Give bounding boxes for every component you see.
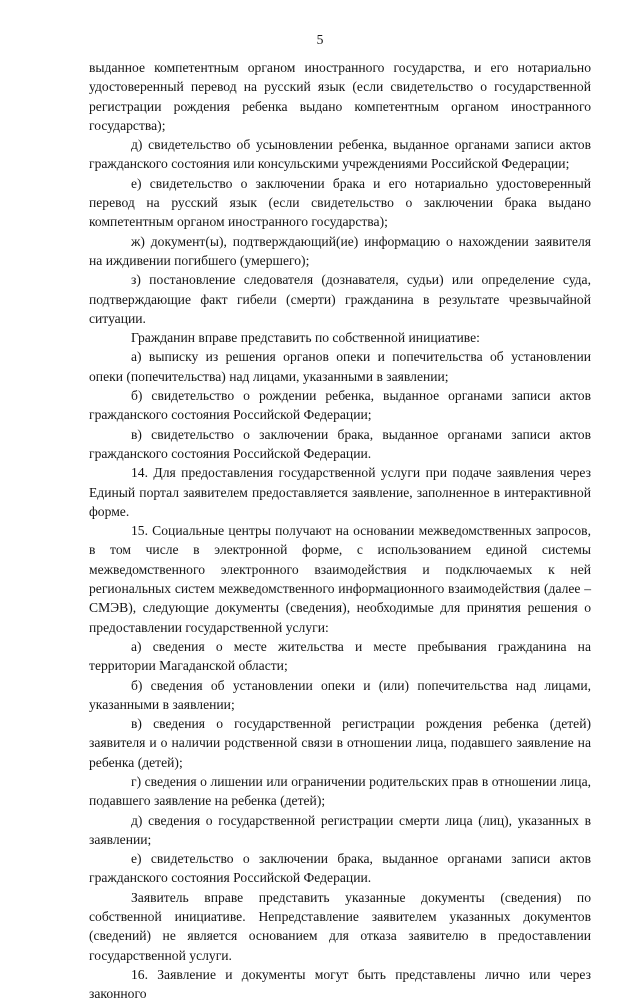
paragraph: в) сведения о государственной регистрации рождения ребенка (детей) заявителя и о наличии родственной связи в отношении лица, подавшего заявление на ребенка (детей); [89,716,591,770]
paragraph: ж) документ(ы), подтверждающий(ие) информацию о нахождении заявителя на иждивении погибшего (умершего); [89,233,591,268]
page-number: 5 [316,32,324,47]
paragraph: д) свидетельство об усыновлении ребенка, выданное органами записи актов гражданского состояния или консульскими учреждениями Российской Федерации; [89,137,591,172]
paragraph: в) свидетельство о заключении брака, выданное органами записи актов гражданского состояния Российской Федерации. [89,426,591,461]
paragraph: е) свидетельство о заключении брака и его нотариально удостоверенный перевод на русский язык (если свидетельство о заключении брака выдано компетентным органом иностранного государства); [89,175,591,230]
paragraph: д) сведения о государственной регистрации смерти лица (лиц), указанных в заявлении; [89,812,591,847]
paragraph: 14. Для предоставления государственной услуги при подаче заявления через Единый портал заявителем предоставляется заявление, заполненное в интерактивной форме. [89,465,591,519]
paragraph: Гражданин вправе представить по собственной инициативе: [131,330,480,346]
paragraph: е) свидетельство о заключении брака, выданное органами записи актов гражданского состояния Российской Федерации. [89,851,591,886]
paragraph: 15. Социальные центры получают на основании межведомственных запросов, в том числе в электронной форме, с использованием единой системы межведомственного электронного взаимодействия и подключаемых к ней региональных систем межведомственного информационного взаимодействия (далее – СМЭВ), следующие документы (сведения), необходимые для принятия решения о предоставлении государственной услуги: [89,523,591,635]
paragraph: 16. Заявление и документы могут быть представлены лично или через законного [89,966,591,1002]
paragraph: б) сведения об установлении опеки и (или) попечительства над лицами, указанными в заявлении; [89,677,591,712]
paragraph: б) свидетельство о рождении ребенка, выданное органами записи актов гражданского состояния Российской Федерации; [89,388,591,423]
paragraph: а) выписку из решения органов опеки и попечительства об установлении опеки (попечительства) над лицами, указанными в заявлении; [89,349,591,384]
paragraph: з) постановление следователя (дознавателя, судьи) или определение суда, подтверждающие факт гибели (смерти) гражданина в результате чрезвычайной ситуации. [89,272,591,326]
paragraph: выданное компетентным органом иностранного государства, и его нотариально удостоверенный перевод на русский язык (если свидетельство о государственной регистрации рождения ребенка выдано компетентным органом иностранного государства); [89,60,591,133]
paragraph: г) сведения о лишении или ограничении родительских прав в отношении лица, подавшего заявление на ребенка (детей); [89,773,591,809]
paragraph: Заявитель вправе представить указанные документы (сведения) по собственной инициативе. Непредставление заявителем указанных документов (сведений) не является основанием для отказа заявителю в предоставлении государственной услуги. [89,889,591,963]
document-body [89,58,591,1004]
paragraph: а) сведения о месте жительства и месте пребывания гражданина на территории Магаданской области; [89,638,591,674]
